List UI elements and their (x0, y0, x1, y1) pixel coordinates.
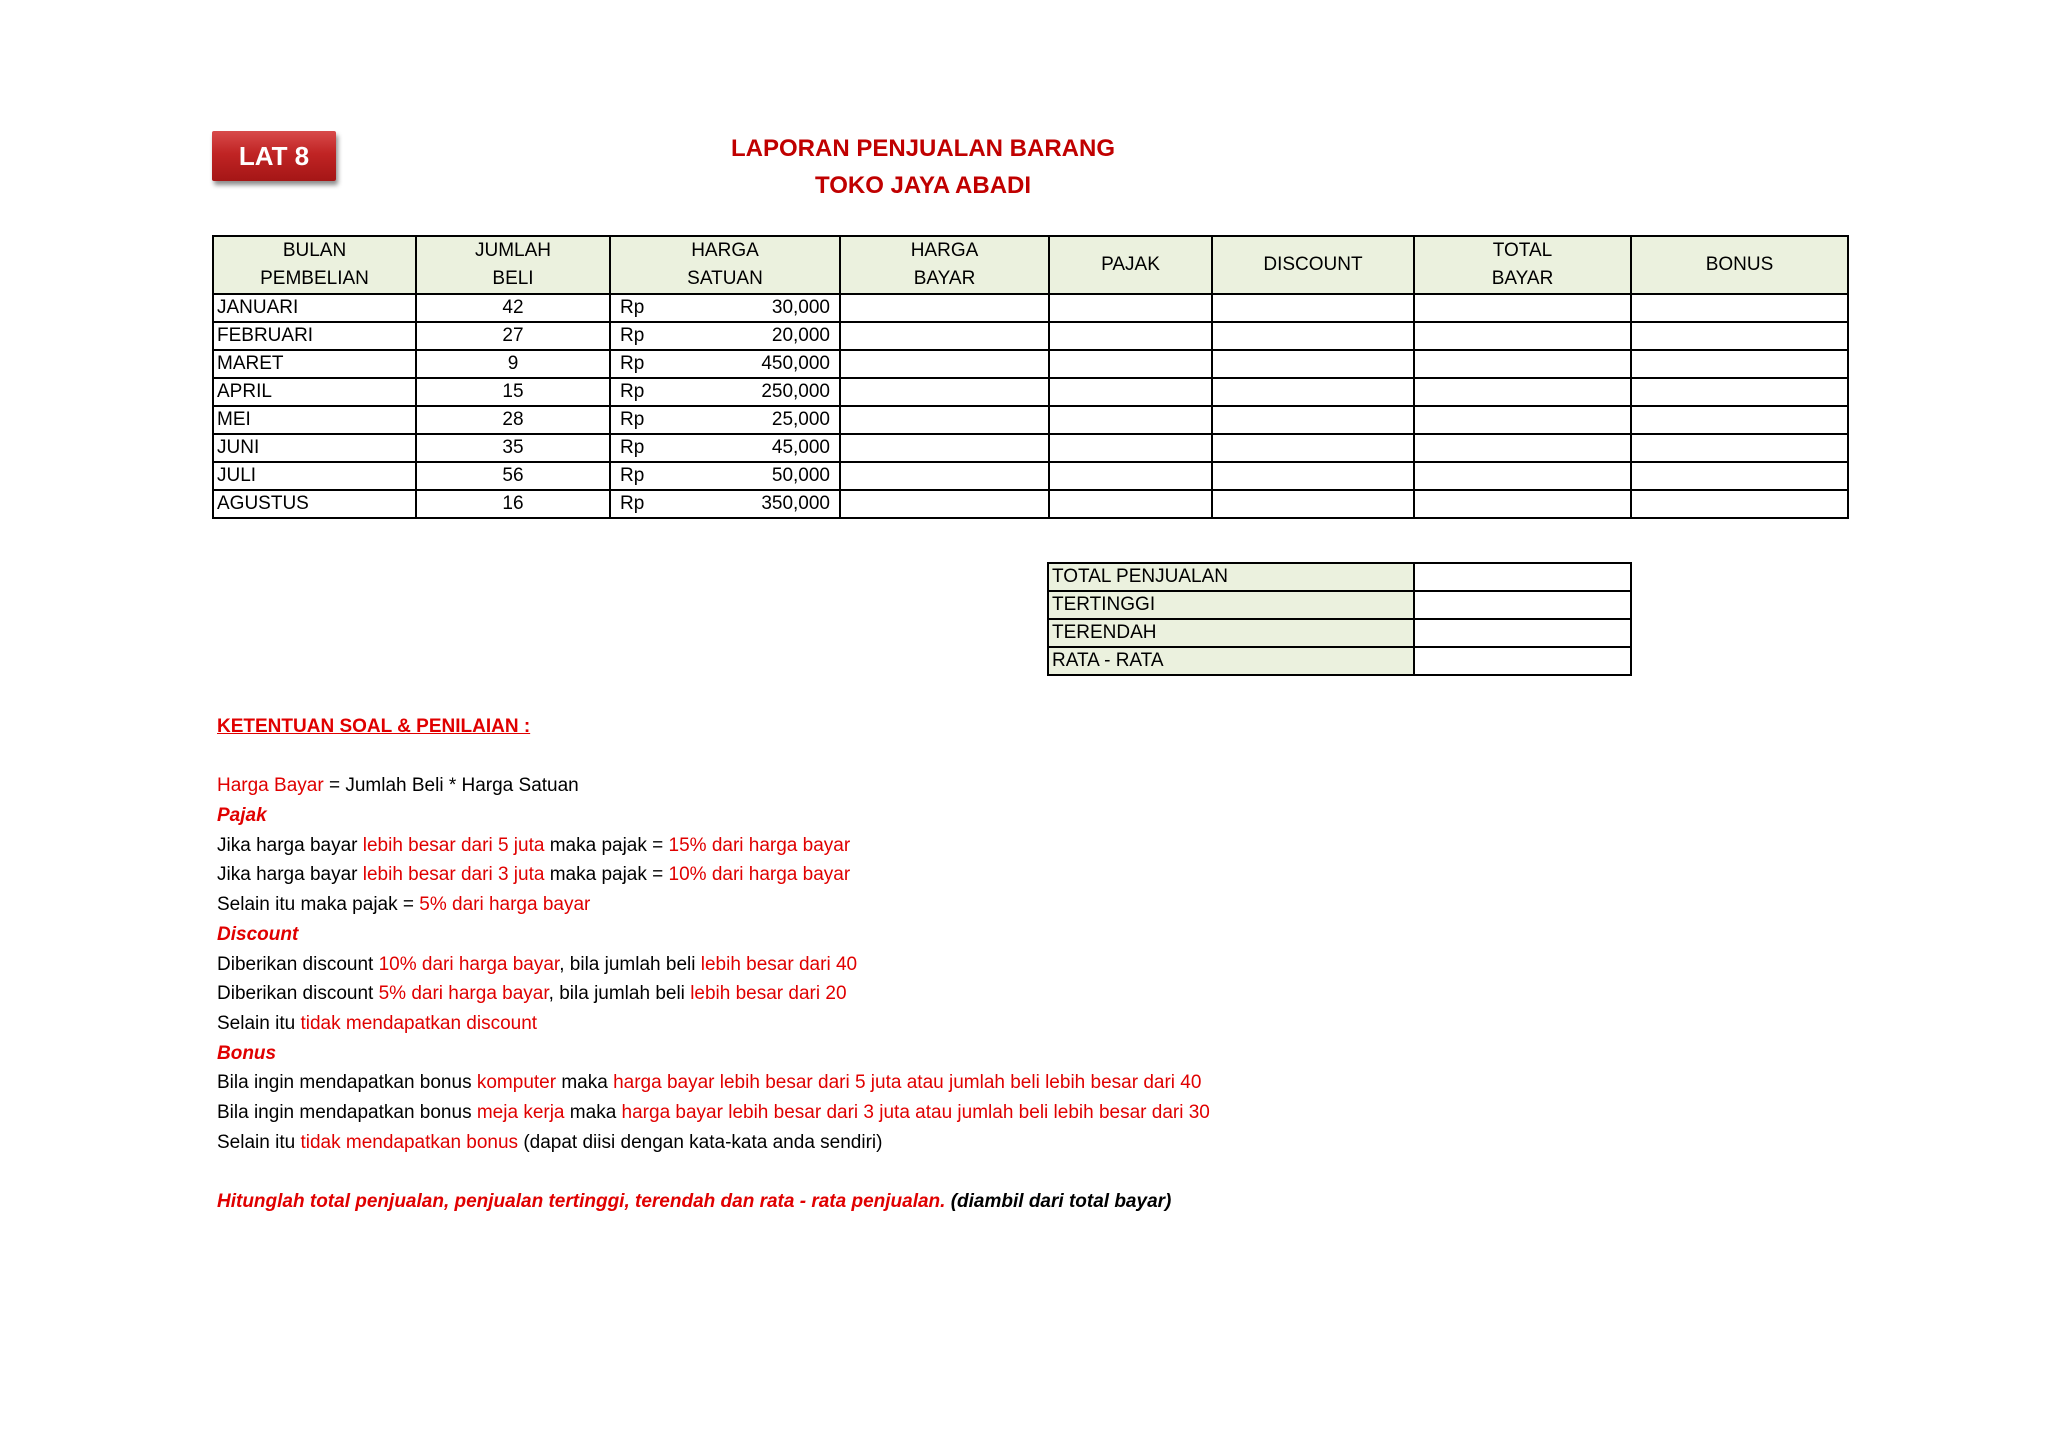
cell-bulan: MARET (213, 350, 416, 378)
cell-bonus[interactable] (1631, 378, 1848, 406)
price-value: 20,000 (771, 325, 830, 346)
report-title: LAPORAN PENJUALAN BARANG (730, 135, 1115, 162)
final-instruction: Hitunglah total penjualan, penjualan tertinggi, terendah dan rata - rata penjualan. (diambil dari total bayar) (217, 1191, 1172, 1212)
cell-pajak[interactable] (1049, 406, 1212, 434)
cell-jumlah: 15 (416, 378, 610, 406)
price-value: 25,000 (771, 409, 830, 430)
currency-label: Rp (620, 465, 645, 486)
table-row (213, 378, 1848, 406)
cell-harga-satuan (610, 378, 840, 406)
cell-total-bayar[interactable] (1414, 378, 1631, 406)
header-discount: DISCOUNT (1212, 236, 1414, 294)
price-value: 350,000 (761, 493, 830, 514)
rule-harga-bayar: Harga Bayar = Jumlah Beli * Harga Satuan (217, 775, 579, 797)
currency-label: Rp (620, 381, 645, 402)
cell-discount[interactable] (1212, 350, 1414, 378)
pajak-heading: Pajak (217, 805, 267, 827)
table-row (213, 294, 1848, 322)
cell-bonus[interactable] (1631, 350, 1848, 378)
cell-total-bayar[interactable] (1414, 490, 1631, 518)
cell-jumlah: 9 (416, 350, 610, 378)
cell-total-bayar[interactable] (1414, 350, 1631, 378)
cell-bulan: AGUSTUS (213, 490, 416, 518)
cell-pajak[interactable] (1049, 378, 1212, 406)
cell-bonus[interactable] (1631, 406, 1848, 434)
cell-bulan: JUNI (213, 434, 416, 462)
price-value: 450,000 (761, 353, 830, 374)
bonus-heading: Bonus (217, 1042, 277, 1064)
table-row (213, 406, 1848, 434)
cell-discount[interactable] (1212, 294, 1414, 322)
rule-pajak-3: Selain itu maka pajak = 5% dari harga bayar (217, 894, 591, 916)
header-total-bayar: TOTAL BAYAR (1414, 236, 1631, 294)
table-header-row (213, 236, 1848, 294)
cell-discount[interactable] (1212, 490, 1414, 518)
cell-pajak[interactable] (1049, 434, 1212, 462)
cell-jumlah: 27 (416, 322, 610, 350)
currency-label: Rp (620, 297, 645, 318)
cell-harga-satuan (610, 434, 840, 462)
cell-harga-bayar[interactable] (840, 406, 1049, 434)
cell-harga-bayar[interactable] (840, 490, 1049, 518)
cell-harga-satuan (610, 406, 840, 434)
cell-bulan: APRIL (213, 378, 416, 406)
summary-row (1048, 563, 1631, 591)
summary-value-cell[interactable] (1414, 563, 1631, 591)
cell-discount[interactable] (1212, 378, 1414, 406)
summary-row (1048, 619, 1631, 647)
price-value: 30,000 (771, 297, 830, 318)
cell-discount[interactable] (1212, 434, 1414, 462)
cell-jumlah: 16 (416, 490, 610, 518)
cell-harga-bayar[interactable] (840, 434, 1049, 462)
currency-label: Rp (620, 437, 645, 458)
price-value: 45,000 (771, 437, 830, 458)
cell-jumlah: 28 (416, 406, 610, 434)
cell-harga-satuan (610, 350, 840, 378)
cell-harga-bayar[interactable] (840, 462, 1049, 490)
cell-bonus[interactable] (1631, 490, 1848, 518)
header-jumlah: JUMLAH BELI (416, 236, 610, 294)
cell-discount[interactable] (1212, 462, 1414, 490)
currency-label: Rp (620, 409, 645, 430)
cell-total-bayar[interactable] (1414, 434, 1631, 462)
cell-bulan: JANUARI (213, 294, 416, 322)
cell-harga-satuan (610, 490, 840, 518)
cell-harga-bayar[interactable] (840, 378, 1049, 406)
summary-row (1048, 647, 1631, 675)
summary-table (1047, 562, 1632, 676)
cell-harga-satuan (610, 462, 840, 490)
cell-harga-satuan (610, 294, 840, 322)
cell-discount[interactable] (1212, 322, 1414, 350)
summary-label: TOTAL PENJUALAN (1048, 563, 1414, 591)
store-name: TOKO JAYA ABADI (814, 172, 1032, 199)
rule-discount-1: Diberikan discount 10% dari harga bayar, bila jumlah beli lebih besar dari 40 (217, 953, 858, 975)
table-row (213, 462, 1848, 490)
summary-value-cell[interactable] (1414, 619, 1631, 647)
currency-label: Rp (620, 353, 645, 374)
summary-label: RATA - RATA (1048, 647, 1414, 675)
cell-total-bayar[interactable] (1414, 406, 1631, 434)
cell-bulan: JULI (213, 462, 416, 490)
cell-jumlah: 35 (416, 434, 610, 462)
cell-bulan: MEI (213, 406, 416, 434)
currency-label: Rp (620, 493, 645, 514)
cell-harga-bayar[interactable] (840, 294, 1049, 322)
header-bonus: BONUS (1631, 236, 1848, 294)
rule-bonus-2: Bila ingin mendapatkan bonus meja kerja maka harga bayar lebih besar dari 3 juta atau jumlah beli lebih besar dari 30 (217, 1101, 1210, 1123)
header-bulan: BULAN PEMBELIAN (213, 236, 416, 294)
rule-discount-2: Diberikan discount 5% dari harga bayar, bila jumlah beli lebih besar dari 20 (217, 983, 847, 1005)
cell-jumlah: 42 (416, 294, 610, 322)
summary-value-cell[interactable] (1414, 647, 1631, 675)
cell-pajak[interactable] (1049, 462, 1212, 490)
discount-heading: Discount (217, 923, 299, 945)
rule-discount-3: Selain itu tidak mendapatkan discount (217, 1012, 538, 1034)
lat-badge: LAT 8 (212, 131, 336, 181)
cell-pajak[interactable] (1049, 350, 1212, 378)
table-row (213, 322, 1848, 350)
cell-harga-satuan (610, 322, 840, 350)
cell-total-bayar[interactable] (1414, 462, 1631, 490)
cell-bonus[interactable] (1631, 294, 1848, 322)
summary-value-cell[interactable] (1414, 591, 1631, 619)
cell-bonus[interactable] (1631, 462, 1848, 490)
cell-pajak[interactable] (1049, 490, 1212, 518)
cell-pajak[interactable] (1049, 294, 1212, 322)
sales-table (212, 235, 1849, 519)
summary-label: TERENDAH (1048, 619, 1414, 647)
price-value: 50,000 (771, 465, 830, 486)
rule-bonus-3: Selain itu tidak mendapatkan bonus (dapat diisi dengan kata-kata anda sendiri) (217, 1131, 883, 1153)
cell-jumlah: 56 (416, 462, 610, 490)
cell-bulan: FEBRUARI (213, 322, 416, 350)
cell-harga-bayar[interactable] (840, 322, 1049, 350)
cell-discount[interactable] (1212, 406, 1414, 434)
price-value: 250,000 (761, 381, 830, 402)
rule-bonus-1: Bila ingin mendapatkan bonus komputer maka harga bayar lebih besar dari 5 juta atau jumlah beli lebih besar dari 40 (217, 1072, 1202, 1094)
header-pajak: PAJAK (1049, 236, 1212, 294)
cell-bonus[interactable] (1631, 322, 1848, 350)
cell-bonus[interactable] (1631, 434, 1848, 462)
table-row (213, 350, 1848, 378)
table-row (213, 434, 1848, 462)
cell-total-bayar[interactable] (1414, 322, 1631, 350)
summary-label: TERTINGGI (1048, 591, 1414, 619)
cell-pajak[interactable] (1049, 322, 1212, 350)
header-harga-bayar: HARGA BAYAR (840, 236, 1049, 294)
header-harga-satuan: HARGA SATUAN (610, 236, 840, 294)
rules-heading: KETENTUAN SOAL & PENILAIAN : (217, 716, 531, 737)
rule-pajak-2: Jika harga bayar lebih besar dari 3 juta maka pajak = 10% dari harga bayar (217, 864, 851, 886)
summary-row (1048, 591, 1631, 619)
cell-harga-bayar[interactable] (840, 350, 1049, 378)
rule-pajak-1: Jika harga bayar lebih besar dari 5 juta maka pajak = 15% dari harga bayar (217, 834, 851, 856)
currency-label: Rp (620, 325, 645, 346)
cell-total-bayar[interactable] (1414, 294, 1631, 322)
table-row (213, 490, 1848, 518)
rules-section (217, 712, 1210, 1217)
